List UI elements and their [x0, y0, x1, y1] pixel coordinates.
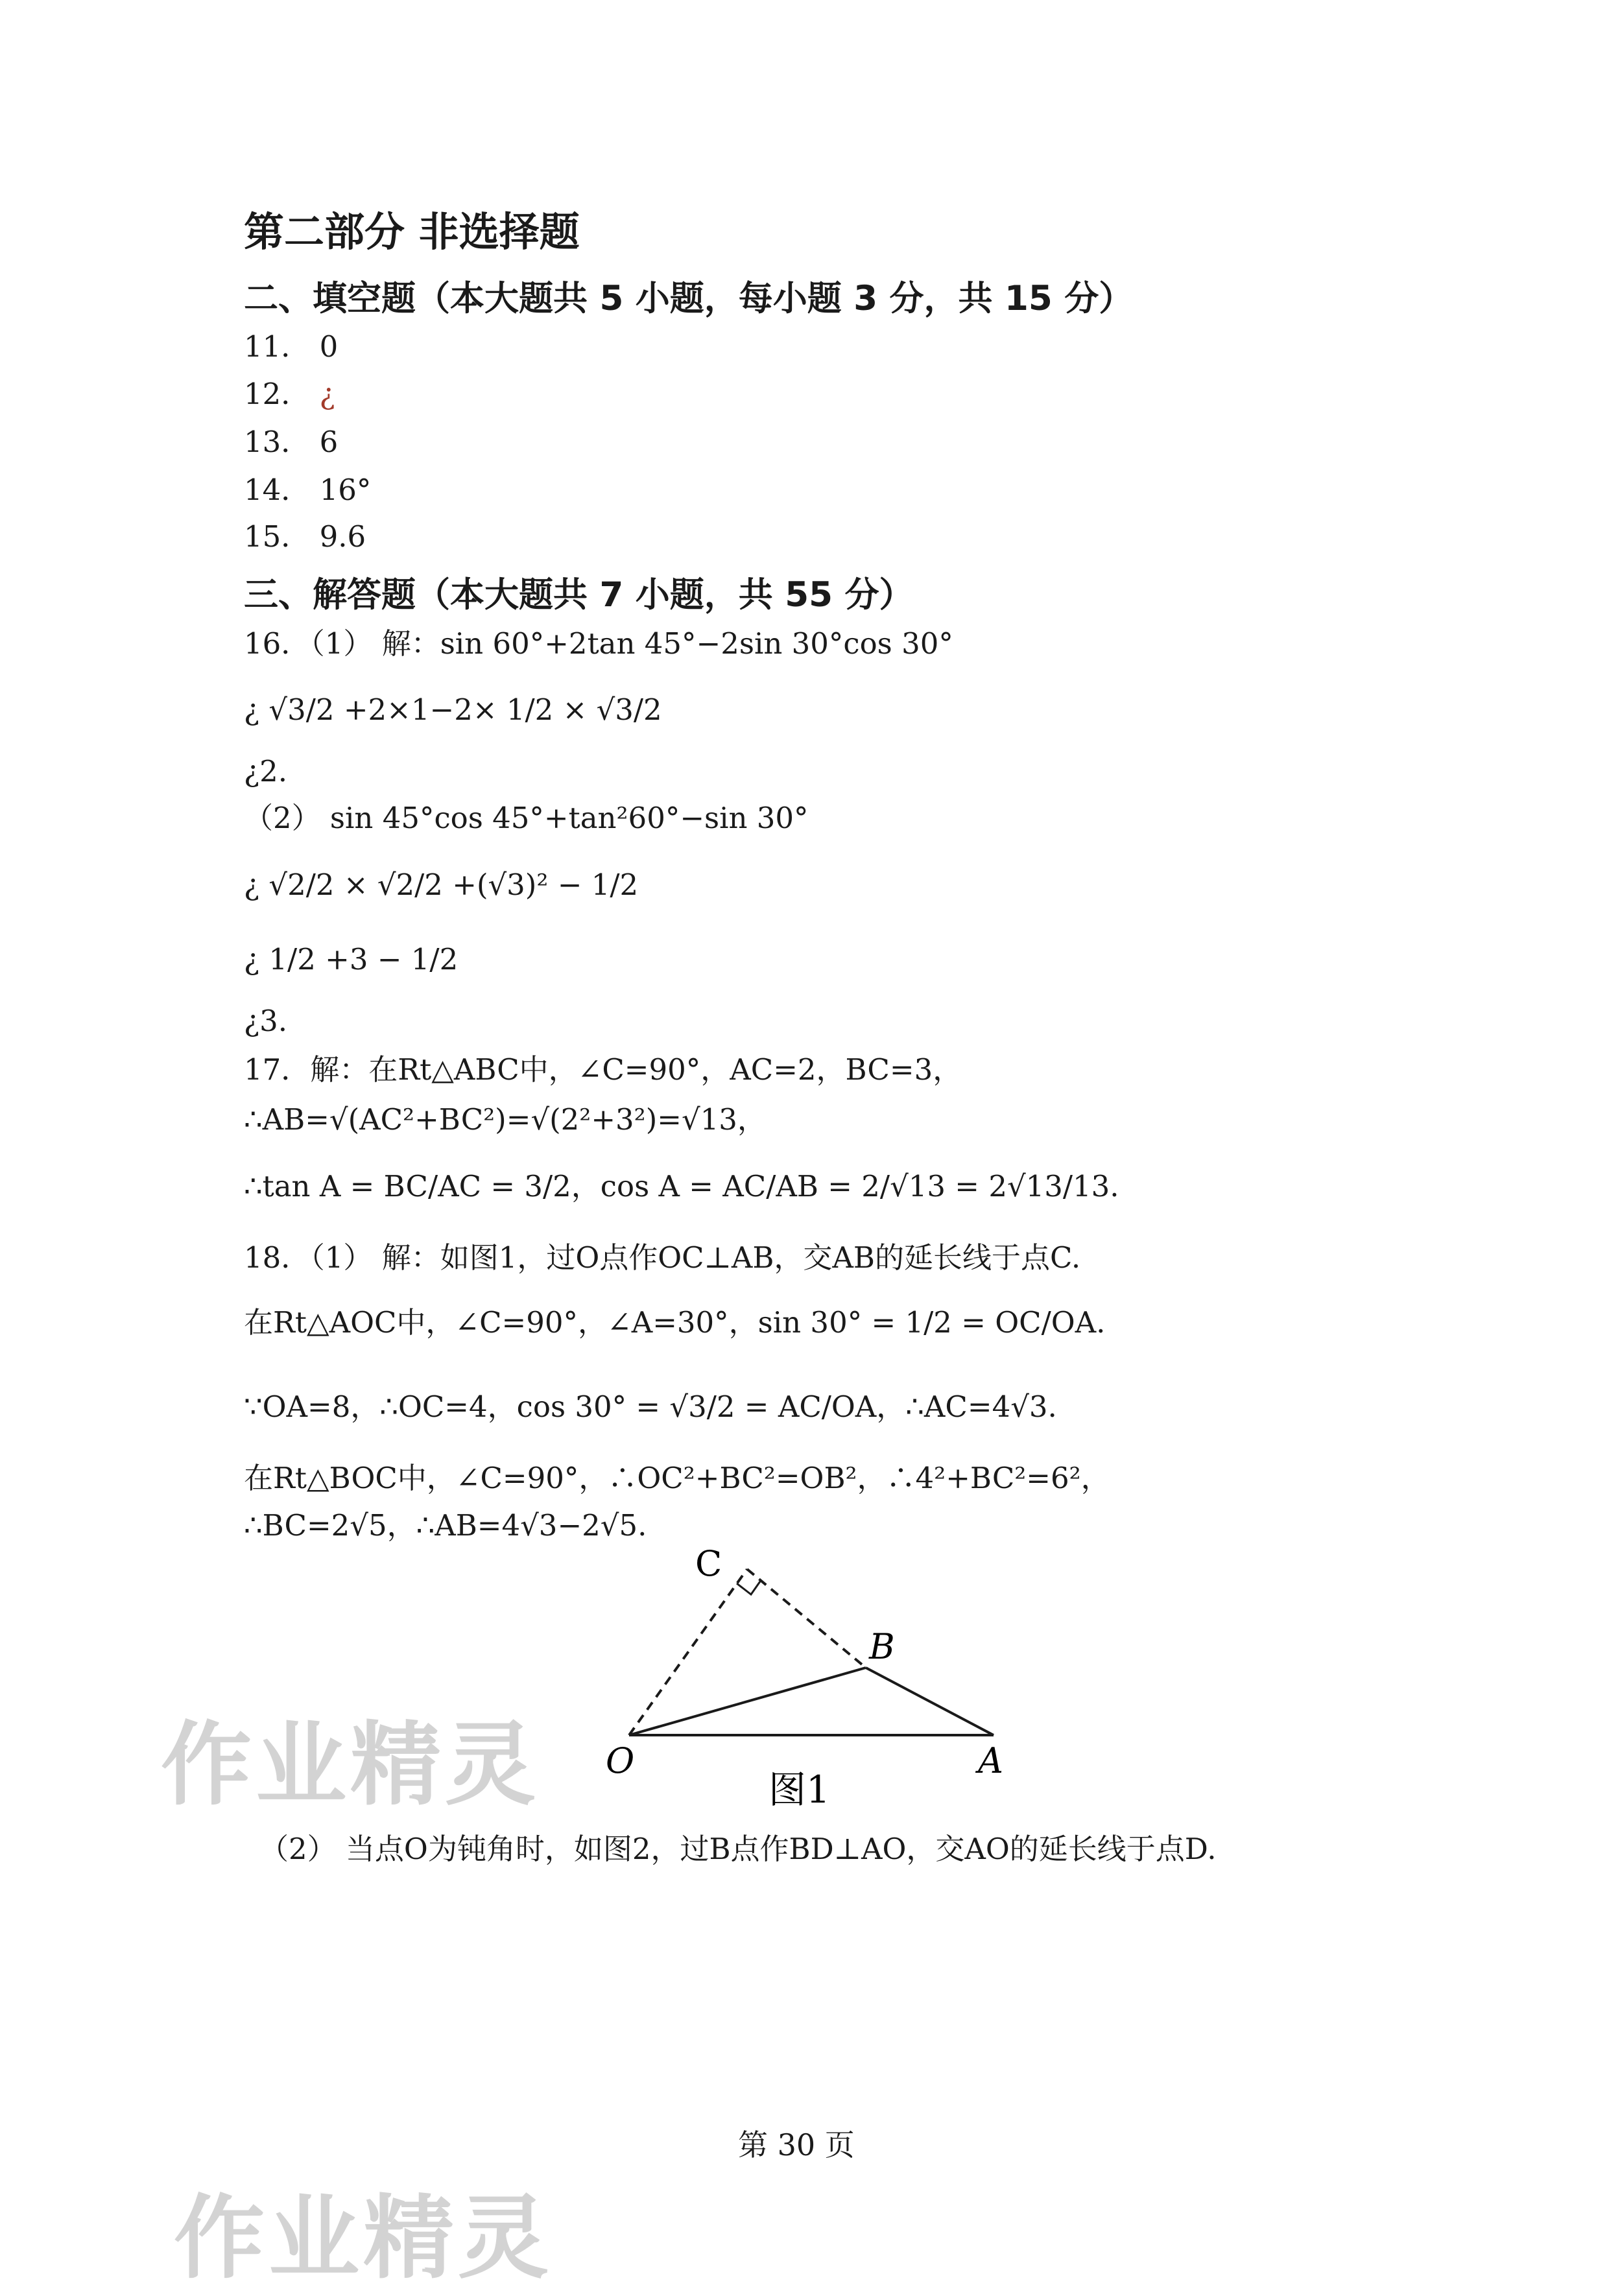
part-title: 第二部分 非选择题 [244, 208, 580, 255]
watermark-middle: 作业精灵 [161, 1712, 540, 1818]
section3-title: 三、解答题（本大题共 7 小题，共 55 分） [244, 575, 914, 615]
page-footer: 第 30 页 [738, 2127, 855, 2162]
q16-line-2: ¿ √3/2 +2×1−2× 1/2 × √3/2 [244, 692, 662, 727]
q16-line-4: （2） sin 45°cos 45°+tan²60°−sin 30° [244, 801, 809, 835]
item-number: 15． [244, 519, 311, 554]
section2-title: 二、填空题（本大题共 5 小题，每小题 3 分，共 15 分） [244, 279, 1134, 318]
q16-line-6: ¿ 1/2 +3 − 1/2 [244, 942, 459, 976]
q18-line-4: 在Rt△BOC中，∠C=90°，∴OC²+BC²=OB²，∴4²+BC²=6²， [244, 1461, 1110, 1495]
item-number: 11． [244, 329, 311, 364]
q18-line-3: ∵OA=8，∴OC=4，cos 30° = √3/2 = AC/OA，∴AC=4√3. [244, 1390, 1057, 1424]
item-answer: 0 [319, 329, 339, 364]
right-angle-mark [737, 1581, 760, 1594]
item-answer: 6 [319, 425, 339, 459]
fill-answer-13 [244, 423, 338, 462]
figure-1 [584, 1543, 1038, 1829]
q16-line-5: ¿ √2/2 × √2/2 +(√3)² − 1/2 [244, 868, 639, 902]
q17-line-1: 17．解：在Rt△ABC中，∠C=90°，AC=2，BC=3， [244, 1052, 962, 1087]
q18-line-2: 在Rt△AOC中，∠C=90°，∠A=30°，sin 30° = 1/2 = OC/OA. [244, 1305, 1106, 1340]
watermark-bottom: 作业精灵 [174, 2186, 553, 2291]
fill-answer-12 [244, 375, 335, 414]
segment-cb [747, 1569, 866, 1668]
q17-line-2: ∴AB=√(AC²+BC²)=√(2²+3²)=√13， [244, 1102, 767, 1137]
fill-answer-15 [244, 517, 366, 556]
item-number: 12． [244, 377, 311, 411]
item-answer: 16° [319, 473, 372, 507]
segment-ba [866, 1668, 994, 1735]
fill-answer-11 [244, 327, 338, 366]
fill-answer-14 [244, 471, 371, 510]
label-b: B [869, 1626, 895, 1667]
label-c: C [695, 1543, 722, 1584]
label-a: A [978, 1740, 1003, 1781]
item-answer: ¿ [319, 377, 335, 411]
q17-line-3: ∴tan A = BC/AC = 3/2，cos A = AC/AB = 2/√13 = 2√13/13. [244, 1169, 1119, 1203]
q16-line-1: 16．（1） 解：sin 60°+2tan 45°−2sin 30°cos 30° [244, 626, 953, 661]
item-number: 14． [244, 473, 311, 507]
q16-line-3: ¿2. [244, 754, 288, 788]
segment-ob [629, 1668, 866, 1735]
q16-line-7: ¿3. [244, 1004, 288, 1038]
segment-oc [629, 1569, 747, 1735]
q18-line-5: ∴BC=2√5，∴AB=4√3−2√5. [244, 1508, 647, 1543]
q18-line-6: （2） 当点O为钝角时，如图2，过B点作BD⊥AO，交AO的延长线于点D. [259, 1832, 1217, 1866]
item-number: 13． [244, 425, 311, 459]
item-answer: 9.6 [319, 519, 366, 554]
q18-line-1: 18．（1） 解：如图1，过O点作OC⊥AB，交AB的延长线于点C. [244, 1240, 1081, 1275]
label-o: O [606, 1740, 635, 1781]
figure-caption: 图1 [769, 1768, 830, 1812]
